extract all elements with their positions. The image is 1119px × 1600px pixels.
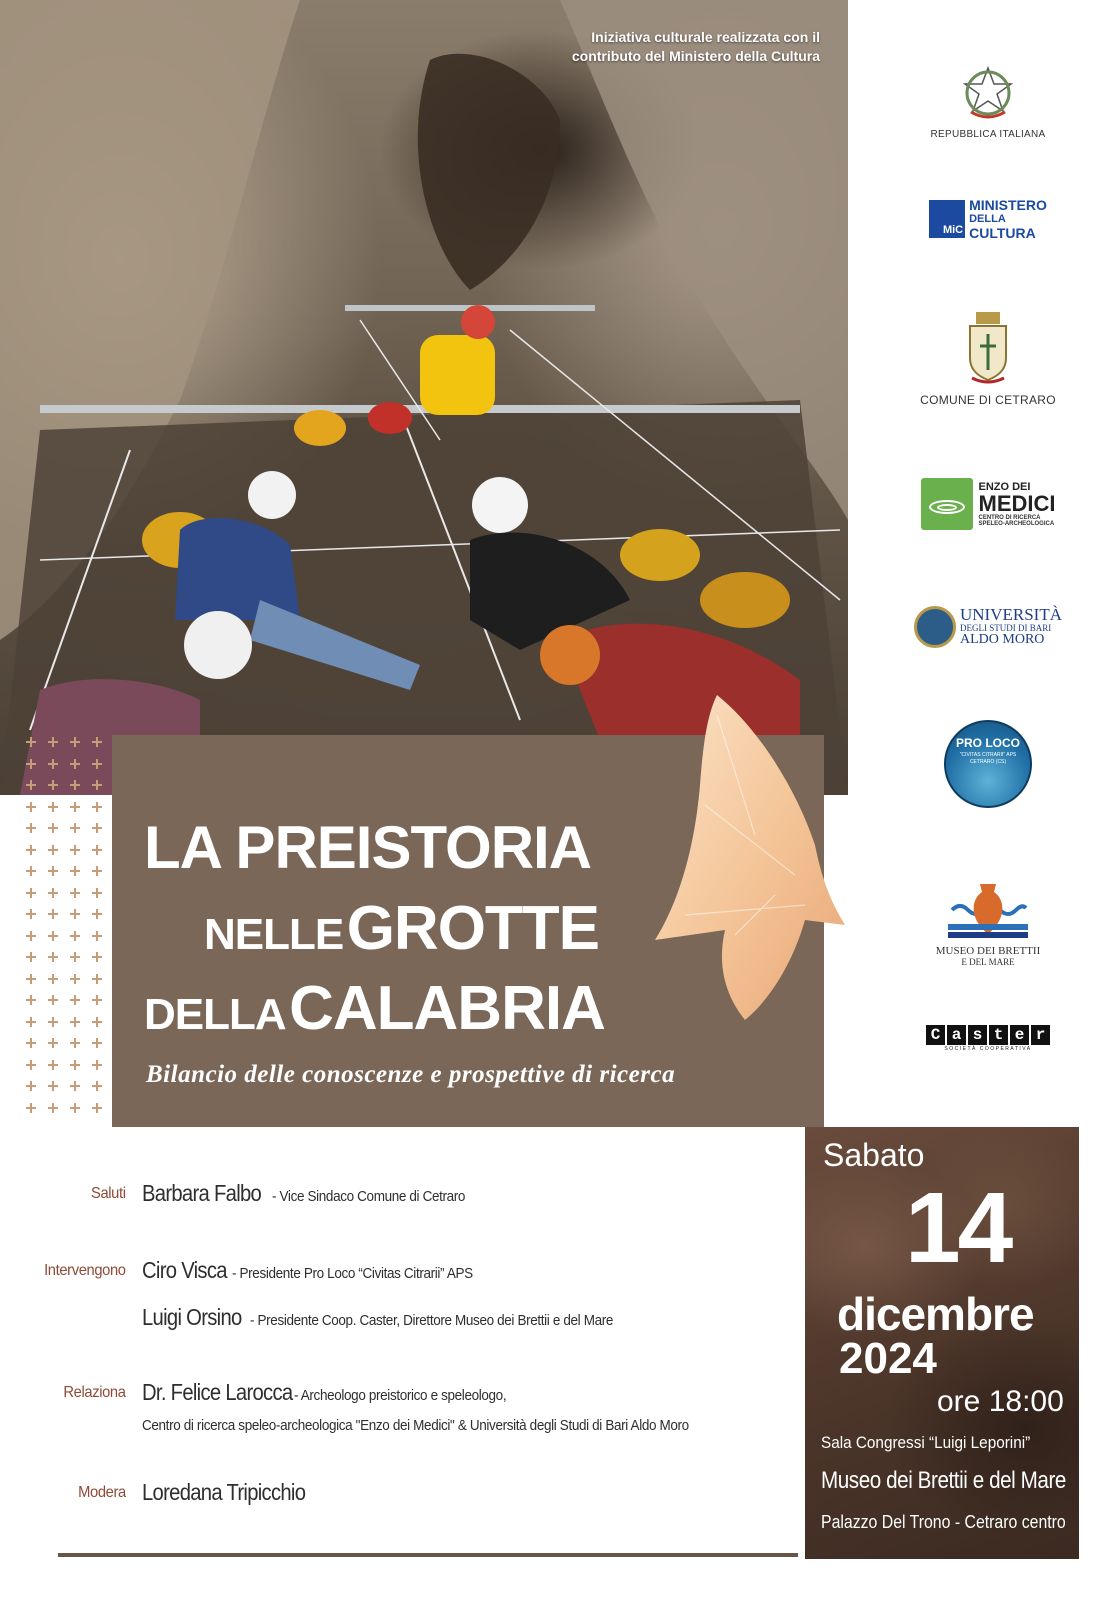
cross-mark xyxy=(26,909,36,919)
cross-mark xyxy=(48,823,58,833)
cross-mark xyxy=(26,888,36,898)
cross-mark xyxy=(26,931,36,941)
cross-mark xyxy=(92,931,102,941)
title-line-2 xyxy=(204,893,599,964)
cross-mark xyxy=(92,995,102,1005)
pro-loco-badge-icon xyxy=(944,720,1032,808)
cross-mark xyxy=(48,909,58,919)
cross-mark xyxy=(70,845,80,855)
edm-line4: SPELEO-ARCHEOLOGICA xyxy=(978,520,1055,527)
cross-mark xyxy=(48,931,58,941)
cross-mark xyxy=(26,1081,36,1091)
speaker-name-barbara-falbo: Barbara Falbo xyxy=(142,1180,262,1206)
cross-mark xyxy=(48,1017,58,1027)
cross-mark xyxy=(70,780,80,790)
logo-museo-brettii xyxy=(858,880,1118,967)
cross-mark xyxy=(92,845,102,855)
cross-mark xyxy=(48,845,58,855)
edm-ripple-icon xyxy=(921,478,973,530)
museo-line2: E DEL MARE xyxy=(961,957,1015,967)
cross-mark xyxy=(26,1103,36,1113)
cross-mark xyxy=(92,780,102,790)
event-time: ore 18:00 xyxy=(937,1385,1064,1418)
event-weekday: Sabato xyxy=(823,1137,925,1173)
cross-mark xyxy=(26,866,36,876)
title-line-2-big: GROTTE xyxy=(346,894,600,963)
cross-mark xyxy=(70,759,80,769)
cross-mark xyxy=(26,1017,36,1027)
pro-loco-line2: "CIVITAS CITRARII" APS xyxy=(959,752,1017,758)
mic-badge-label: MiC xyxy=(942,224,964,236)
cross-mark xyxy=(26,759,36,769)
mic-wordmark xyxy=(969,198,1047,240)
cross-mark xyxy=(92,802,102,812)
cross-mark xyxy=(92,974,102,984)
uni-line1: UNIVERSITÀ xyxy=(960,605,1062,624)
logo-universita-bari xyxy=(858,606,1118,653)
event-year: 2024 xyxy=(839,1334,937,1383)
mic-line2: DELLA xyxy=(969,213,1006,225)
event-month: dicembre xyxy=(837,1288,1034,1340)
pro-loco-line1: PRO LOCO xyxy=(955,736,1020,750)
caster-letter-tile: C xyxy=(926,1025,945,1045)
caster-letter-tile: t xyxy=(989,1025,1008,1045)
mic-badge-icon xyxy=(929,200,965,238)
cross-mark xyxy=(92,888,102,898)
speaker-desc-ciro-visca: - Presidente Pro Loco “Civitas Citrarii” APS xyxy=(232,1265,473,1282)
cross-mark xyxy=(70,823,80,833)
cross-mark xyxy=(48,737,58,747)
cross-mark xyxy=(48,888,58,898)
cross-mark xyxy=(26,1060,36,1070)
cross-mark xyxy=(70,1081,80,1091)
cross-mark xyxy=(26,1038,36,1048)
cross-mark xyxy=(70,802,80,812)
cave-scene-illustration xyxy=(0,0,848,795)
role-label-modera: Modera xyxy=(78,1484,126,1501)
cross-mark xyxy=(48,759,58,769)
role-label-relaziona: Relaziona xyxy=(63,1384,126,1401)
cross-mark xyxy=(26,823,36,833)
cross-mark xyxy=(48,1081,58,1091)
funding-note-line2: contributo del Ministero della Cultura xyxy=(571,48,820,64)
edm-wordmark xyxy=(979,482,1056,527)
bottom-divider xyxy=(58,1553,798,1557)
caster-wordmark xyxy=(926,1025,1050,1045)
cross-mark xyxy=(26,952,36,962)
cross-mark xyxy=(92,823,102,833)
edm-line2: MEDICI xyxy=(978,490,1056,516)
role-label-saluti: Saluti xyxy=(91,1185,126,1202)
cross-mark xyxy=(70,995,80,1005)
caster-letter-tile: s xyxy=(968,1025,987,1045)
logo-ministero-cultura xyxy=(858,198,1118,240)
cross-mark xyxy=(26,974,36,984)
cross-mark xyxy=(70,1038,80,1048)
mic-line1: MINISTERO xyxy=(969,197,1047,213)
funding-note-line1: Iniziativa culturale realizzata con il xyxy=(591,29,820,45)
cross-mark xyxy=(48,995,58,1005)
caster-letter-tile: a xyxy=(947,1025,966,1045)
cross-mark xyxy=(92,1103,102,1113)
cross-mark xyxy=(70,1060,80,1070)
flint-arrowhead-image xyxy=(655,695,855,1025)
event-venue-address: Palazzo Del Trono - Cetraro centro xyxy=(821,1512,1066,1532)
speaker-desc-luigi-orsino: - Presidente Coop. Caster, Direttore Museo dei Brettii e del Mare xyxy=(250,1312,614,1329)
cross-mark xyxy=(26,802,36,812)
cross-mark xyxy=(70,931,80,941)
cross-mark xyxy=(26,995,36,1005)
cross-mark xyxy=(48,780,58,790)
cross-mark xyxy=(92,1060,102,1070)
role-label-intervengono: Intervengono xyxy=(44,1262,126,1279)
cross-mark xyxy=(70,1103,80,1113)
museo-line1: MUSEO DEI BRETTII xyxy=(935,945,1041,957)
cross-mark xyxy=(70,952,80,962)
event-venue-museum: Museo dei Brettii e del Mare xyxy=(821,1467,1066,1494)
cross-mark xyxy=(70,1017,80,1027)
subtitle: Bilancio delle conoscenze e prospettive di ricerca xyxy=(146,1061,676,1088)
logo-pro-loco xyxy=(858,720,1118,813)
logo-repubblica-italiana xyxy=(858,66,1118,140)
title-line-3-big: CALABRIA xyxy=(289,974,605,1043)
cross-mark xyxy=(70,866,80,876)
pro-loco-line3: CETRARO (CS) xyxy=(969,759,1007,765)
cross-mark xyxy=(26,845,36,855)
cross-mark xyxy=(48,1103,58,1113)
speaker-name-loredana-tripicchio: Loredana Tripicchio xyxy=(142,1479,306,1505)
cave-excavation-photo xyxy=(0,0,848,795)
uni-wordmark xyxy=(960,607,1062,647)
speaker-desc-felice-larocca: - Archeologo preistorico e speleologo, xyxy=(294,1387,507,1404)
logo-enzo-dei-medici xyxy=(858,478,1118,535)
edm-line1: ENZO DEI xyxy=(978,480,1031,493)
title-line-1: LA PREISTORIA xyxy=(144,814,592,881)
cross-mark xyxy=(48,866,58,876)
cross-mark xyxy=(48,1060,58,1070)
cross-mark xyxy=(70,888,80,898)
speaker-name-felice-larocca: Dr. Felice Larocca xyxy=(142,1379,293,1405)
speaker-name-ciro-visca: Ciro Visca xyxy=(142,1257,227,1283)
cross-mark xyxy=(48,802,58,812)
cross-mark xyxy=(48,952,58,962)
cross-mark xyxy=(70,909,80,919)
cross-mark xyxy=(92,1017,102,1027)
cross-mark xyxy=(92,909,102,919)
cross-mark xyxy=(48,1038,58,1048)
cross-mark xyxy=(70,974,80,984)
funding-note xyxy=(520,28,820,66)
cross-mark xyxy=(92,737,102,747)
cross-mark xyxy=(26,780,36,790)
amphora-icon xyxy=(948,880,1028,940)
uni-line3: ALDO MORO xyxy=(960,632,1045,647)
speaker-affiliation-felice-larocca: Centro di ricerca speleo-archeologica "Enzo dei Medici" & Università degli Studi di Bari Aldo Moro xyxy=(142,1417,689,1434)
caster-tagline: SOCIETÀ COOPERATIVA xyxy=(944,1046,1032,1052)
cross-mark xyxy=(26,737,36,747)
cross-mark xyxy=(92,952,102,962)
university-seal-icon xyxy=(914,606,956,648)
event-day: 14 xyxy=(905,1172,1011,1284)
cross-mark xyxy=(92,1038,102,1048)
mic-line3: CULTURA xyxy=(969,225,1036,241)
logo-comune-cetraro xyxy=(858,312,1118,407)
cross-mark xyxy=(48,974,58,984)
cross-mark xyxy=(92,759,102,769)
uni-line2: DEGLI STUDI DI BARI xyxy=(960,623,1052,633)
title-line-3 xyxy=(144,973,605,1044)
cross-mark xyxy=(92,1081,102,1091)
cross-mark xyxy=(92,866,102,876)
title-line-3-small: DELLA xyxy=(144,990,286,1039)
comune-caption: COMUNE DI CETRARO xyxy=(920,393,1056,407)
crest-icon xyxy=(964,312,1012,384)
caster-letter-tile: e xyxy=(1010,1025,1029,1045)
caster-letter-tile: r xyxy=(1031,1025,1050,1045)
cross-mark xyxy=(70,737,80,747)
emblem-icon xyxy=(963,66,1013,120)
speaker-desc-barbara-falbo: - Vice Sindaco Comune di Cetraro xyxy=(272,1188,466,1205)
event-date-panel xyxy=(805,1127,1079,1559)
event-venue-room: Sala Congressi “Luigi Leporini” xyxy=(821,1433,1031,1452)
speaker-name-luigi-orsino: Luigi Orsino xyxy=(142,1304,242,1330)
edm-line3: CENTRO DI RICERCA xyxy=(978,514,1041,521)
repubblica-caption: REPUBBLICA ITALIANA xyxy=(930,129,1046,140)
cross-pattern-decoration xyxy=(22,735,112,1125)
logo-caster xyxy=(858,1025,1118,1052)
title-line-2-small: NELLE xyxy=(204,910,344,959)
